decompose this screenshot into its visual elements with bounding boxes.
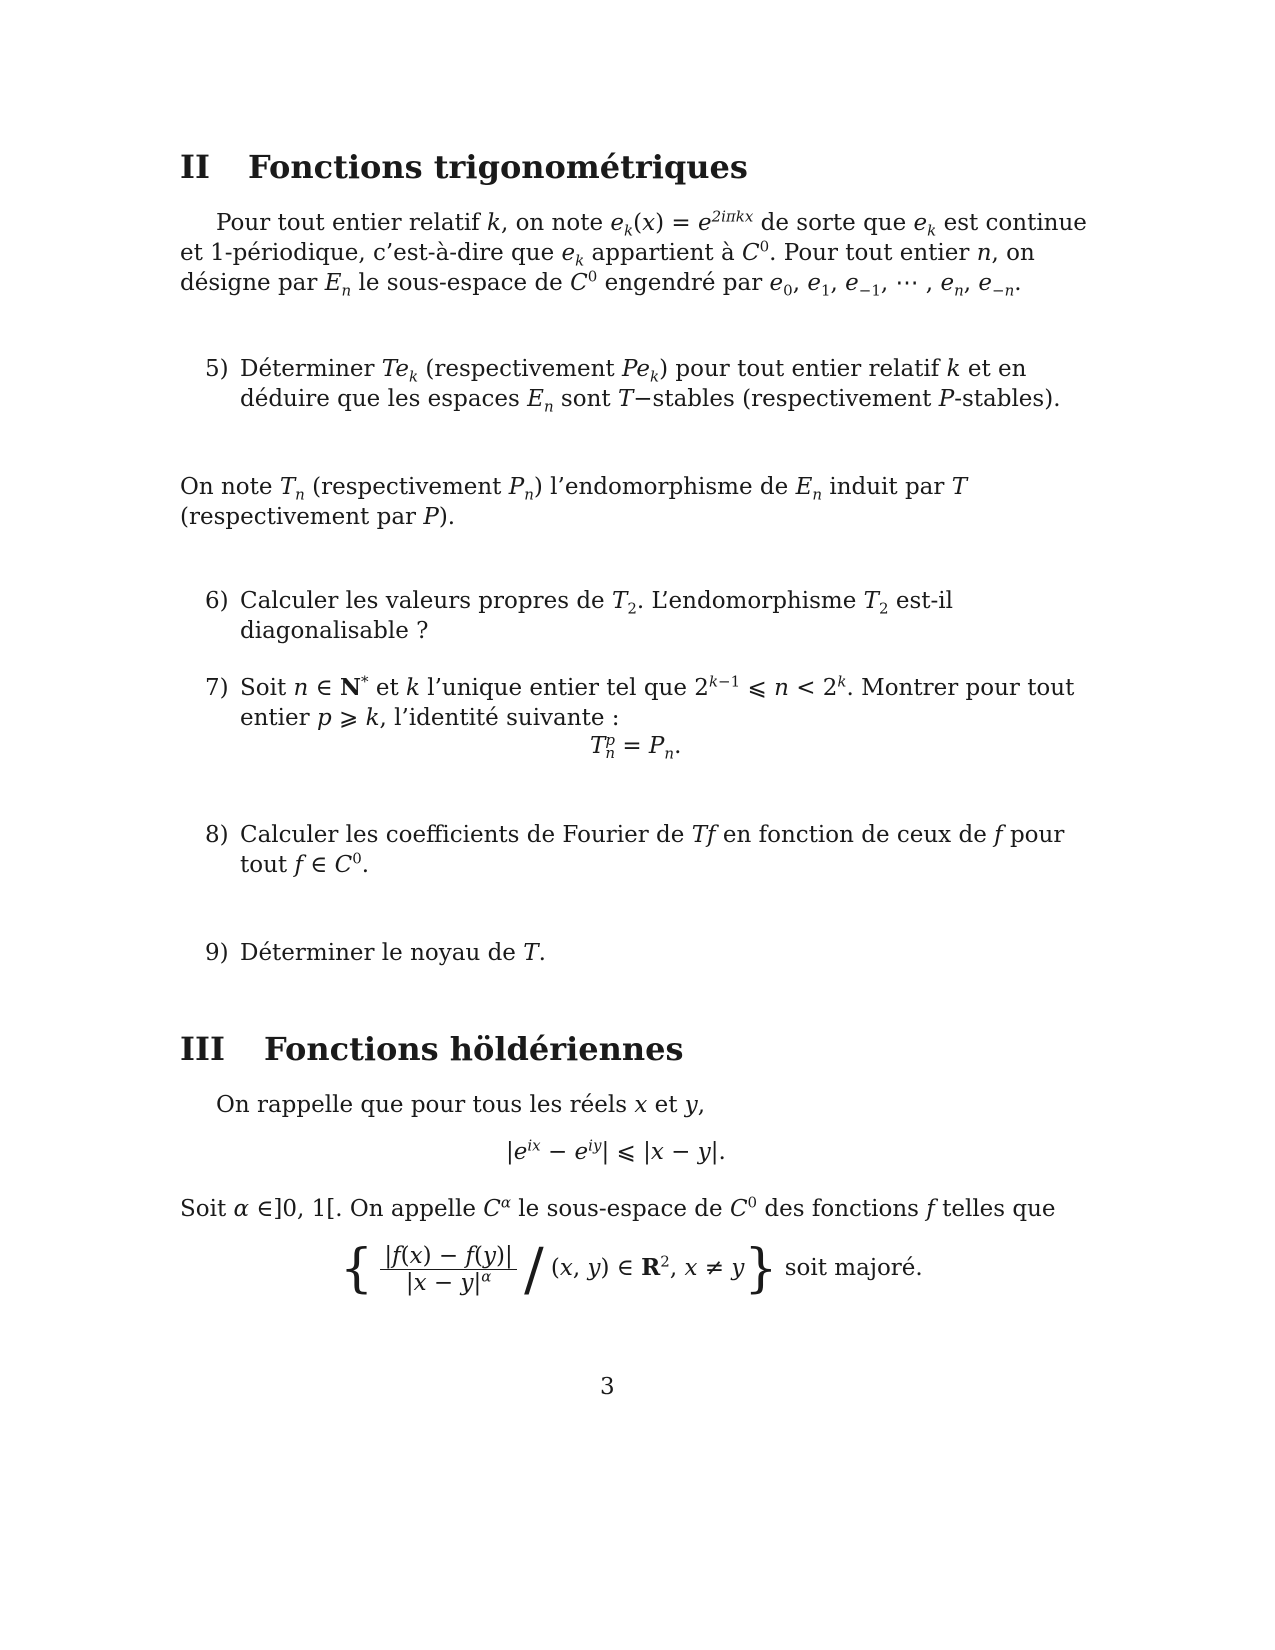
section-number: III <box>180 1030 225 1068</box>
question-number: 7) <box>205 675 229 701</box>
question-8: 8) Calculer les coefficients de Fourier de Tf en fonction de ceux de f pour tout f ∈ $C^0$. <box>205 822 1065 878</box>
page-number: 3 <box>600 1374 615 1400</box>
inequality-equation: $|e^{ix} - e^{iy}|$ ⩽ |x − y|. <box>506 1136 726 1165</box>
section-heading-3 <box>180 1030 684 1068</box>
question-number: 8) <box>205 822 229 848</box>
question-number: 6) <box>205 588 229 614</box>
holder-definition: Soit α ∈]0, 1[. On appelle $C^\alpha$ le sous-espace de $C^0$ des fonctions f telles que <box>180 1193 1056 1222</box>
question-5: 5) Déterminer $Te_k$ (respectivement $Pe_k$) pour tout entier relatif k et en déduire que les espaces $E_n$ sont T−stables (respectivement P-stables). <box>205 356 1061 416</box>
section-title: Fonctions höldériennes <box>264 1030 684 1068</box>
note-paragraph: On note $T_n$ (respectivement $P_n$) l’endomorphisme de $E_n$ induit par T (respectivement par P). <box>180 474 968 530</box>
holder-set-equation: { $\frac{|f(x) - f(y)|}{|x - y|^\alpha}$ / (x, y) ∈ $R^2$, x ≠ y} soit majoré. <box>340 1235 923 1303</box>
identity-equation: T p n = $P_n$. <box>590 731 682 763</box>
intro-paragraph: Pour tout entier relatif k, on note $e_k(x) = e^{2i\pi kx}$ de sorte que $e_k$ est continue et 1-périodique, c’est-à-dire que $e_k$ appartient à $C^0$. Pour tout entier n, on désigne par $E_n$ le sous-espace de $C^0$ engendré par $e_0$, $e_1$, $e_{-1}$, ⋯ , $e_n$, $e_{-n}$. <box>180 207 1087 300</box>
section-heading-2 <box>180 148 748 186</box>
section-number: II <box>180 148 210 186</box>
question-number: 9) <box>205 940 229 966</box>
question-9: 9) Déterminer le noyau de T. <box>205 940 546 966</box>
set-suffix: soit majoré. <box>784 1255 923 1281</box>
question-number: 5) <box>205 356 229 382</box>
intro-paragraph-3: On rappelle que pour tous les réels x et y, <box>216 1092 706 1118</box>
question-7: 7) Soit n ∈ N* et k l’unique entier tel que $2^{k-1}$ ⩽ $n < 2^k$. Montrer pour tout entier p ⩾ k, l’identité suivante : <box>205 672 1075 731</box>
section-title: Fonctions trigonométriques <box>248 148 748 186</box>
question-6: 6) Calculer les valeurs propres de $T_2$. L’endomorphisme $T_2$ est-il diagonalisable ? <box>205 588 953 644</box>
